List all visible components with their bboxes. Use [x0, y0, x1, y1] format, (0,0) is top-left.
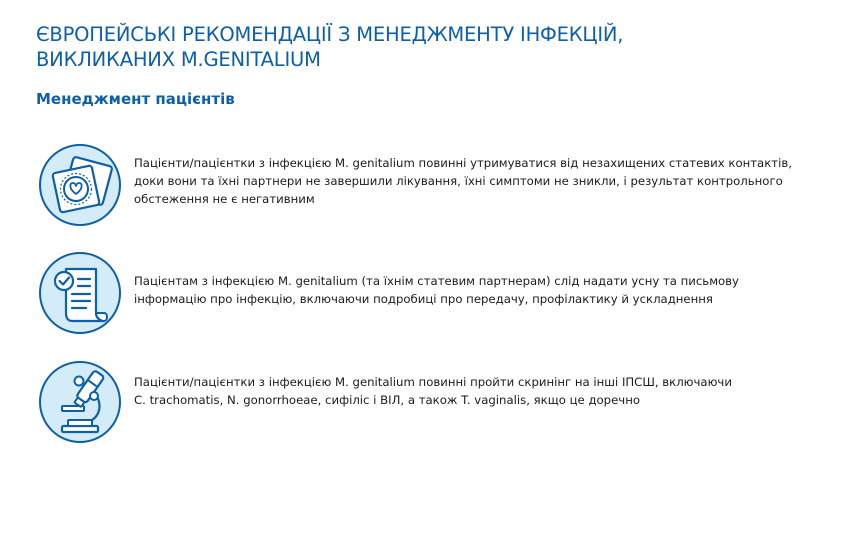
recommendation-text-2: Пацієнтам з інфекцією M. genitalium (та їхнім статевим партнерам) слід надати усну та письмову інформацію про інфекцію, включаючи подробиці про передачу, профілактику й ускладнення — [134, 274, 739, 306]
title-line-2: ВИКЛИКАНИХ M.GENITALIUM — [36, 48, 321, 71]
microscope-icon — [38, 360, 122, 444]
section-subtitle: Менеджмент пацієнтів — [36, 90, 235, 108]
recommendation-item-3 — [38, 360, 838, 446]
recommendation-item-2 — [38, 251, 838, 337]
recommendation-item-1 — [38, 143, 838, 229]
recommendation-text-1: Пацієнти/пацієнтки з інфекцією M. genitalium повинні утримуватися від незахищених статевих контактів, доки вони та їхні партнери не завершили лікування, їхні симптоми не зникли, і результат контрольного обстеження не є негативним — [134, 156, 792, 206]
checklist-document-icon — [38, 251, 122, 335]
heart-cards-icon — [38, 143, 122, 227]
title-line-1: ЄВРОПЕЙСЬКІ РЕКОМЕНДАЦІЇ З МЕНЕДЖМЕНТУ ІНФЕКЦІЙ, — [36, 23, 624, 46]
page-title — [36, 22, 796, 72]
recommendation-text-3: Пацієнти/пацієнтки з інфекцією M. genitalium повинні пройти скринінг на інші ІПСШ, включаючи C. trachomatis, N. gonorrhoeae, сифіліс і ВІЛ, а також T. vaginalis, якщо це доречно — [134, 375, 732, 407]
